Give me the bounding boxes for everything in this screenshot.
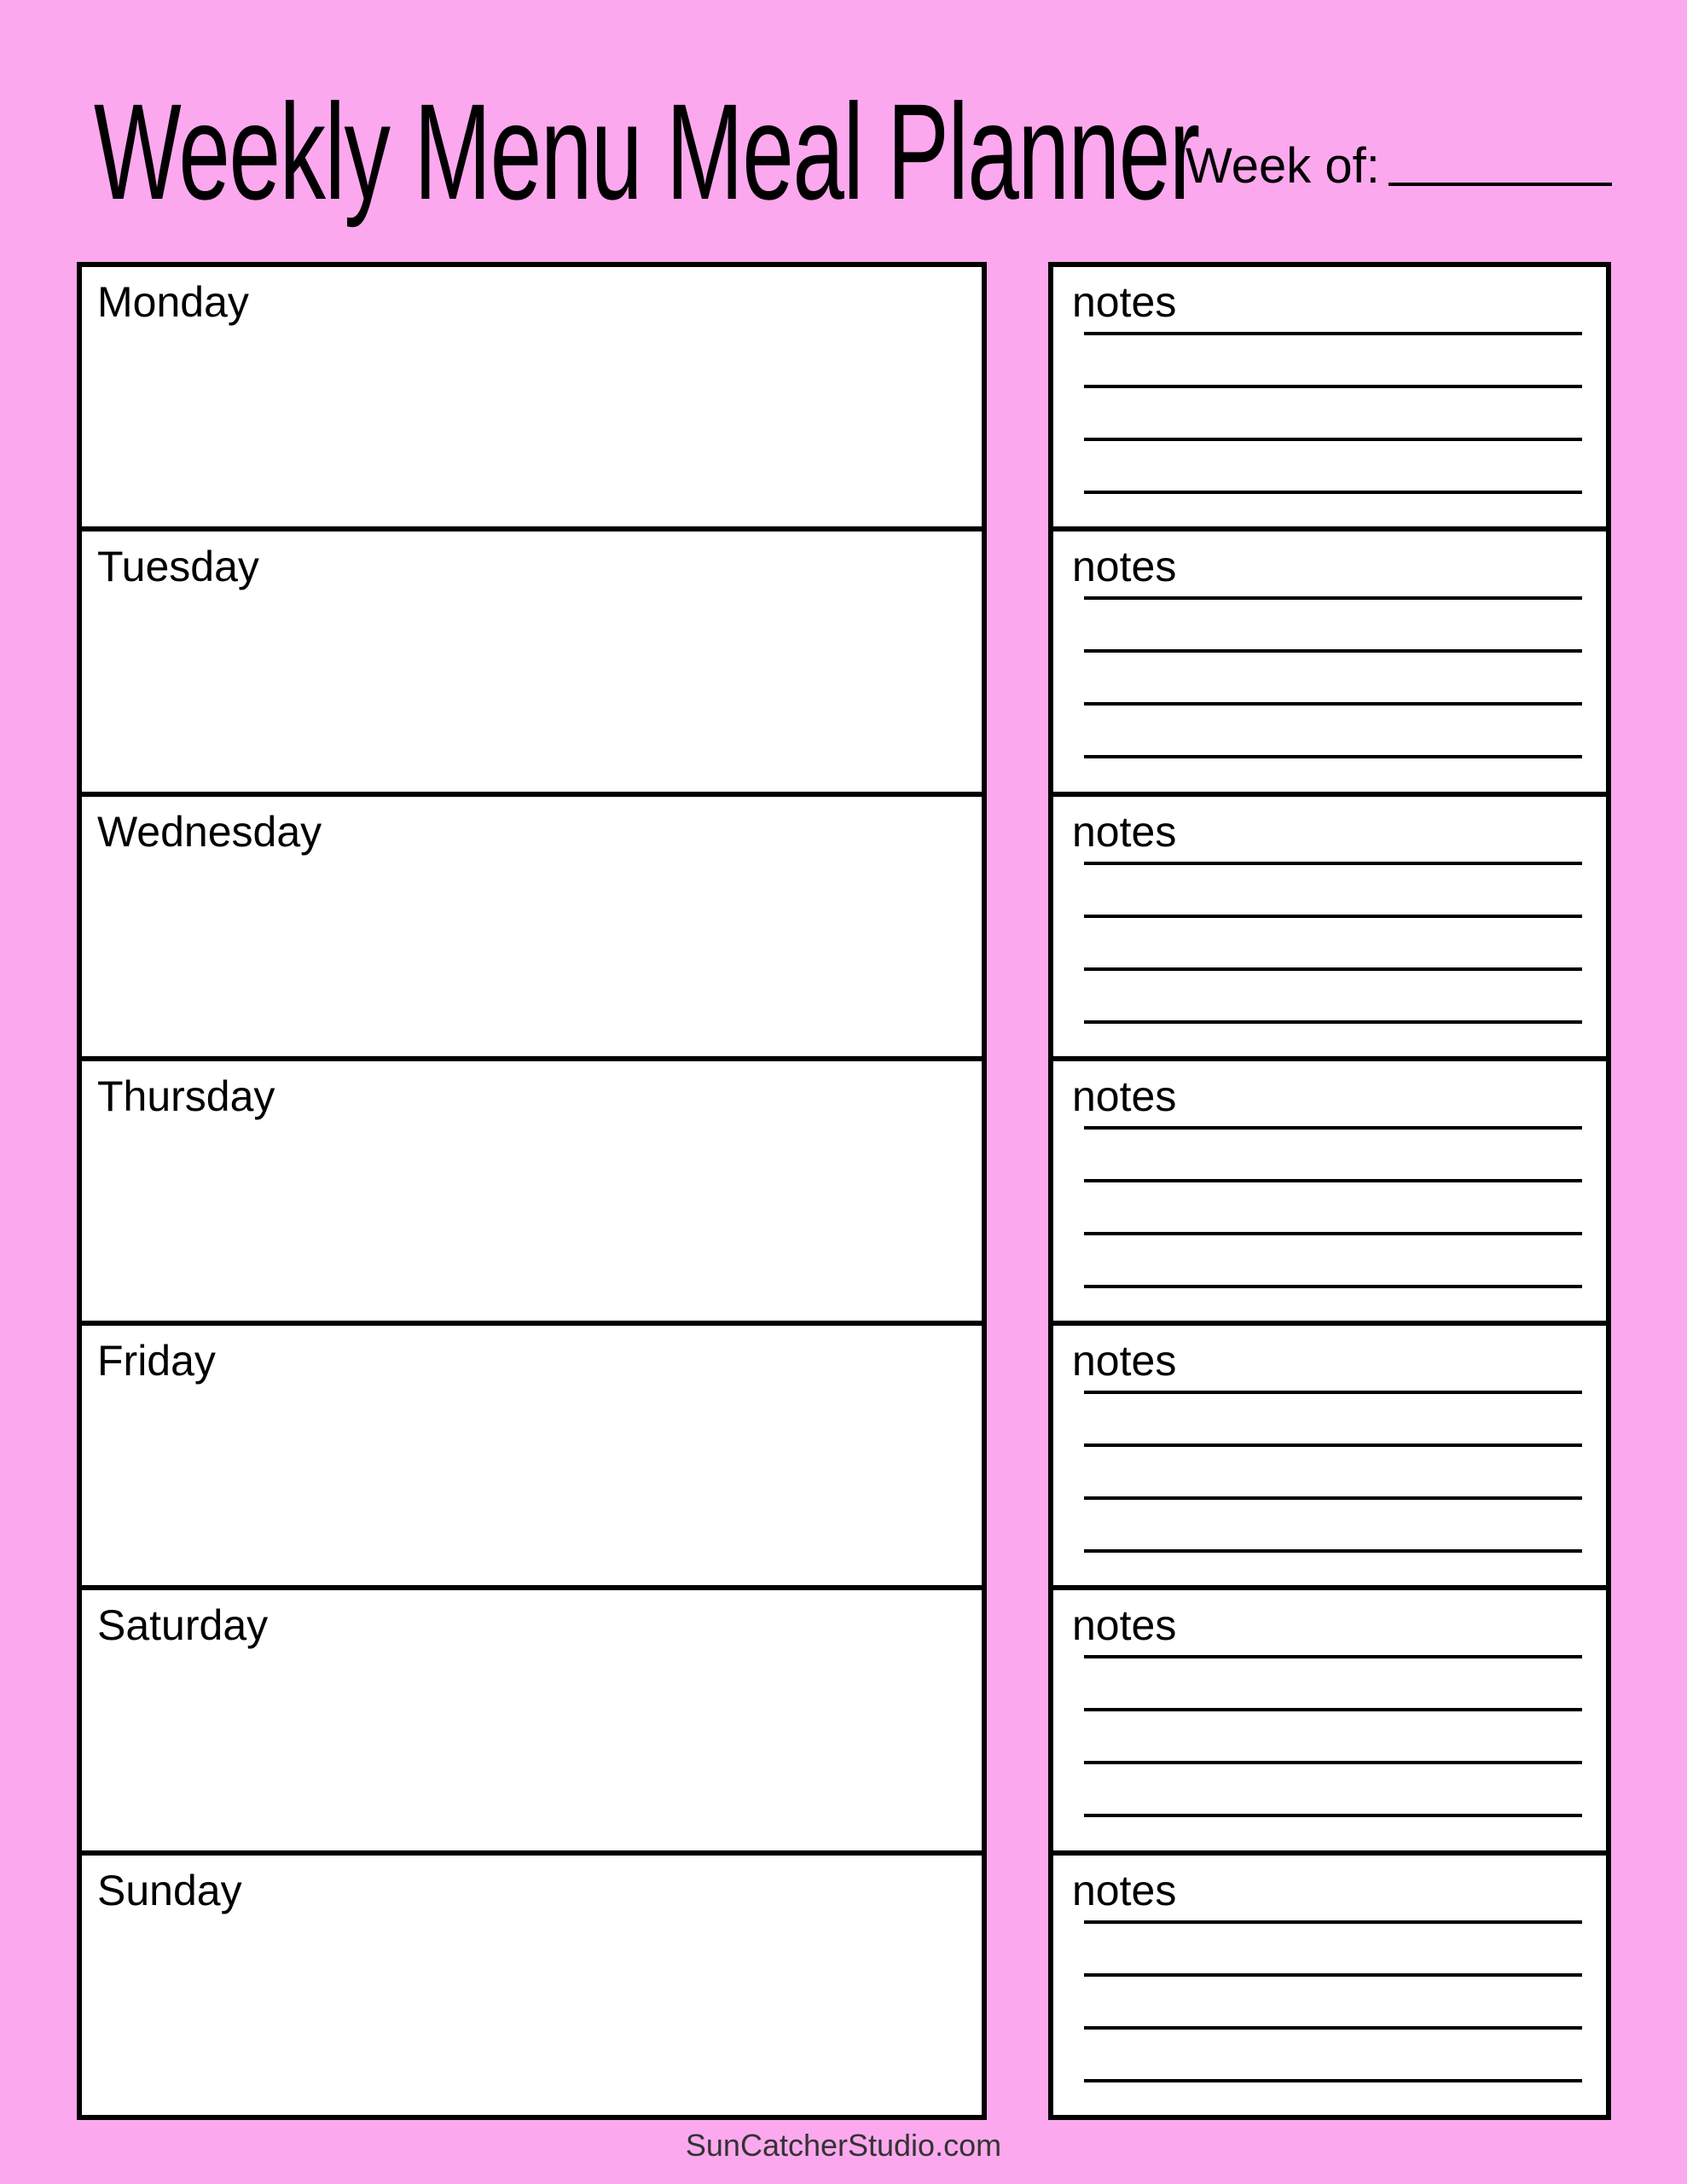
note-line — [1084, 1443, 1582, 1447]
notes-label: notes — [1072, 1866, 1177, 1914]
note-line — [1084, 915, 1582, 918]
notes-column — [1048, 262, 1611, 2120]
notes-box-sunday[interactable] — [1053, 1856, 1606, 2115]
note-line — [1084, 1496, 1582, 1500]
day-box-monday[interactable] — [82, 267, 982, 531]
note-line — [1084, 1126, 1582, 1130]
days-column — [77, 262, 987, 2120]
day-label: Wednesday — [97, 807, 322, 856]
note-line — [1084, 2026, 1582, 2030]
day-box-thursday[interactable] — [82, 1061, 982, 1326]
note-line — [1084, 491, 1582, 494]
day-label: Saturday — [97, 1601, 269, 1650]
notes-label: notes — [1072, 278, 1177, 326]
note-line — [1084, 1761, 1582, 1764]
note-line — [1084, 649, 1582, 653]
note-line — [1084, 1285, 1582, 1288]
note-line — [1084, 2079, 1582, 2082]
notes-box-tuesday[interactable] — [1053, 531, 1606, 796]
week-of-field — [1186, 136, 1612, 196]
week-of-blank-line[interactable] — [1388, 183, 1612, 186]
note-line — [1084, 862, 1582, 865]
day-label: Tuesday — [97, 543, 259, 591]
week-of-label: Week of: — [1186, 138, 1380, 194]
day-box-wednesday[interactable] — [82, 797, 982, 1061]
day-box-tuesday[interactable] — [82, 531, 982, 796]
day-label: Monday — [97, 278, 249, 326]
note-line — [1084, 1232, 1582, 1235]
note-line — [1084, 438, 1582, 441]
note-line — [1084, 1549, 1582, 1553]
notes-label: notes — [1072, 543, 1177, 591]
notes-label: notes — [1072, 807, 1177, 856]
note-line — [1084, 967, 1582, 971]
page-title: Weekly Menu Meal Planner — [94, 75, 1199, 228]
note-line — [1084, 1814, 1582, 1817]
notes-label: notes — [1072, 1601, 1177, 1650]
notes-box-wednesday[interactable] — [1053, 797, 1606, 1061]
notes-box-monday[interactable] — [1053, 267, 1606, 531]
day-box-friday[interactable] — [82, 1326, 982, 1590]
notes-label: notes — [1072, 1072, 1177, 1120]
note-line — [1084, 1655, 1582, 1658]
note-line — [1084, 332, 1582, 335]
notes-label: notes — [1072, 1337, 1177, 1385]
day-box-saturday[interactable] — [82, 1590, 982, 1855]
notes-box-saturday[interactable] — [1053, 1590, 1606, 1855]
note-line — [1084, 702, 1582, 706]
note-line — [1084, 385, 1582, 388]
note-line — [1084, 1973, 1582, 1977]
note-line — [1084, 755, 1582, 758]
note-line — [1084, 1179, 1582, 1182]
note-line — [1084, 596, 1582, 600]
day-label: Friday — [97, 1337, 216, 1385]
day-label: Sunday — [97, 1866, 242, 1914]
notes-box-friday[interactable] — [1053, 1326, 1606, 1590]
note-line — [1084, 1391, 1582, 1394]
day-label: Thursday — [97, 1072, 275, 1120]
day-box-sunday[interactable] — [82, 1856, 982, 2115]
notes-box-thursday[interactable] — [1053, 1061, 1606, 1326]
note-line — [1084, 1708, 1582, 1711]
note-line — [1084, 1920, 1582, 1924]
note-line — [1084, 1020, 1582, 1024]
footer-credit: SunCatcherStudio.com — [685, 2128, 1002, 2163]
